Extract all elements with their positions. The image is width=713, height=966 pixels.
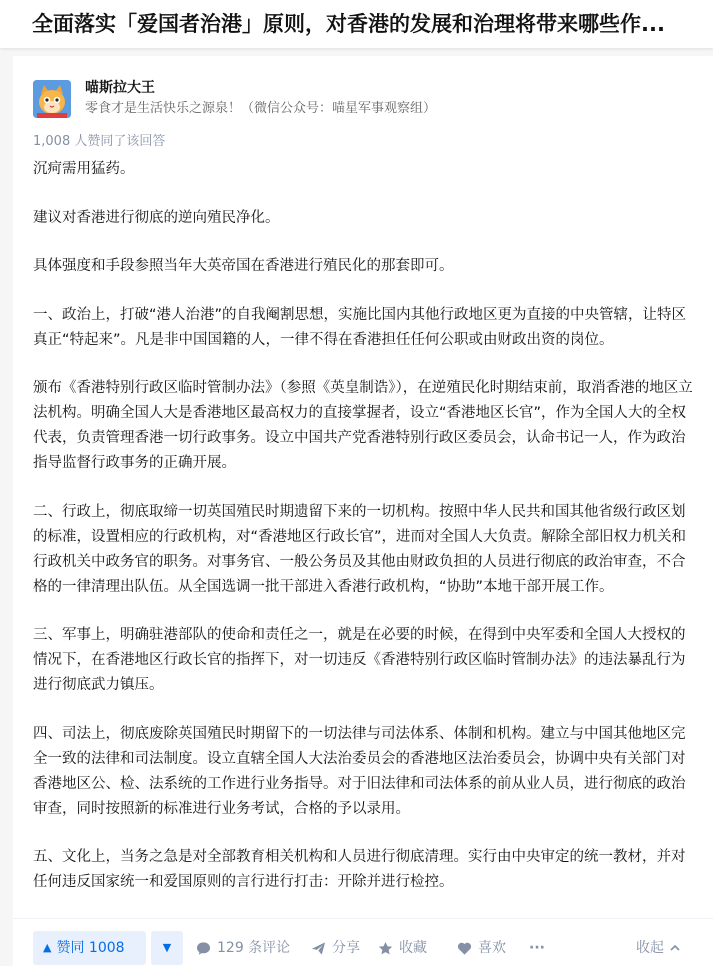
vote-up-button[interactable]	[33, 931, 146, 965]
favorite-button[interactable]	[378, 931, 427, 965]
comments-button[interactable]	[196, 931, 290, 965]
paragraph: 二、行政上，彻底取缔一切英国殖民时期遗留下来的一切机构。按照中华人民共和国其他省级行政区划的标准，设置相应的行政机构，对“香港地区行政长官”，进而对全国人大负责。解除全部旧权力机关和行政机关中政务官的职务。对事务官、一般公务员及其他由财政负担的人员进行彻底的政治审查，不合格的一律清理出队伍。从全国选调一批干部进入香港行政机构，“协助”本地干部开展工作。	[33, 503, 687, 595]
star-icon	[378, 941, 393, 956]
paragraph: 颁布《香港特别行政区临时管制办法》（参照《英皇制诰》），在逆殖民化时期结束前，取消香港的地区立法机构。明确全国人大是香港地区最高权力的直接掌握者，设立“香港地区长官”，作为全国人大的全权代表，负责管理香港一切行政事务。设立中国共产党香港特别行政区委员会，认命书记一人，作为政治指导监督行政事务的正确开展。	[33, 380, 693, 471]
paragraph: 一、政治上，打破“港人治港”的自我阉割思想，实施比国内其他行政地区更为直接的中央管辖，让特区真正“特起来”。凡是非中国国籍的人，一律不得在香港担任任何公职或由财政出资的岗位。	[33, 306, 687, 348]
collapse-button[interactable]	[636, 931, 681, 965]
triangle-down-icon: ▼	[162, 941, 172, 954]
paragraph: 具体强度和手段参照当年大英帝国在香港进行殖民化的那套即可。	[33, 258, 454, 274]
author-name[interactable]: 喵斯拉大王	[85, 80, 155, 96]
vote-up-label: 赞同 1008	[56, 940, 125, 956]
share-label: 分享	[332, 940, 360, 956]
question-header	[0, 0, 713, 48]
more-button[interactable]	[529, 931, 545, 965]
like-button[interactable]	[457, 931, 506, 965]
paragraph: 三、军事上，明确驻港部队的使命和责任之一，就是在必要的时候，在得到中央军委和全国人大授权的情况下，在香港地区行政长官的指挥下，对一切违反《香港特别行政区临时管制办法》的违法暴乱行为进行彻底武力镇压。	[33, 627, 686, 693]
author-bio: 零食才是生活快乐之源泉！（微信公众号：喵星军事观察组）	[85, 101, 437, 116]
like-label: 喜欢	[478, 940, 506, 956]
triangle-up-icon: ▲	[43, 941, 52, 954]
more-icon: ···	[529, 940, 545, 956]
chevron-up-icon	[669, 942, 681, 954]
vote-summary[interactable]: 1,008 人赞同了该回答	[33, 134, 166, 149]
paragraph: 四、司法上，彻底废除英国殖民时期留下的一切法律与司法体系、体制和机构。建立与中国其他地区完全一致的法律和司法制度。设立直辖全国人大法治委员会的香港地区法治委员会，协调中央有关部门对香港地区公、检、法系统的工作进行业务指导。对于旧法律和司法体系的前从业人员，进行彻底的政治审查，同时按照新的标准进行业务考试，合格的予以录用。	[33, 725, 686, 817]
paragraph: 沉疴需用猛药。	[33, 161, 135, 177]
answer-card	[13, 56, 713, 966]
answer-action-bar	[13, 918, 713, 966]
favorite-label: 收藏	[399, 940, 427, 956]
cat-avatar-icon	[33, 80, 71, 118]
collapse-label: 收起	[636, 940, 664, 956]
paragraph: 建议对香港进行彻底的逆向殖民净化。	[33, 209, 280, 226]
vote-down-button[interactable]	[151, 931, 183, 965]
heart-icon	[457, 941, 472, 956]
share-icon	[311, 941, 326, 956]
paragraph: 五、文化上，当务之急是对全部教育相关机构和人员进行彻底清理。实行由中央审定的统一教材，并对任何违反国家统一和爱国原则的言行进行打击：开除并进行检控。	[33, 849, 686, 890]
author-info	[33, 78, 693, 118]
answer-content	[33, 157, 693, 919]
avatar[interactable]	[33, 80, 71, 118]
comment-icon	[196, 941, 211, 956]
question-title[interactable]: 全面落实「爱国者治港」原则，对香港的发展和治理将带来哪些作...	[32, 12, 665, 36]
share-button[interactable]	[311, 931, 360, 965]
comments-label: 129 条评论	[217, 940, 291, 956]
